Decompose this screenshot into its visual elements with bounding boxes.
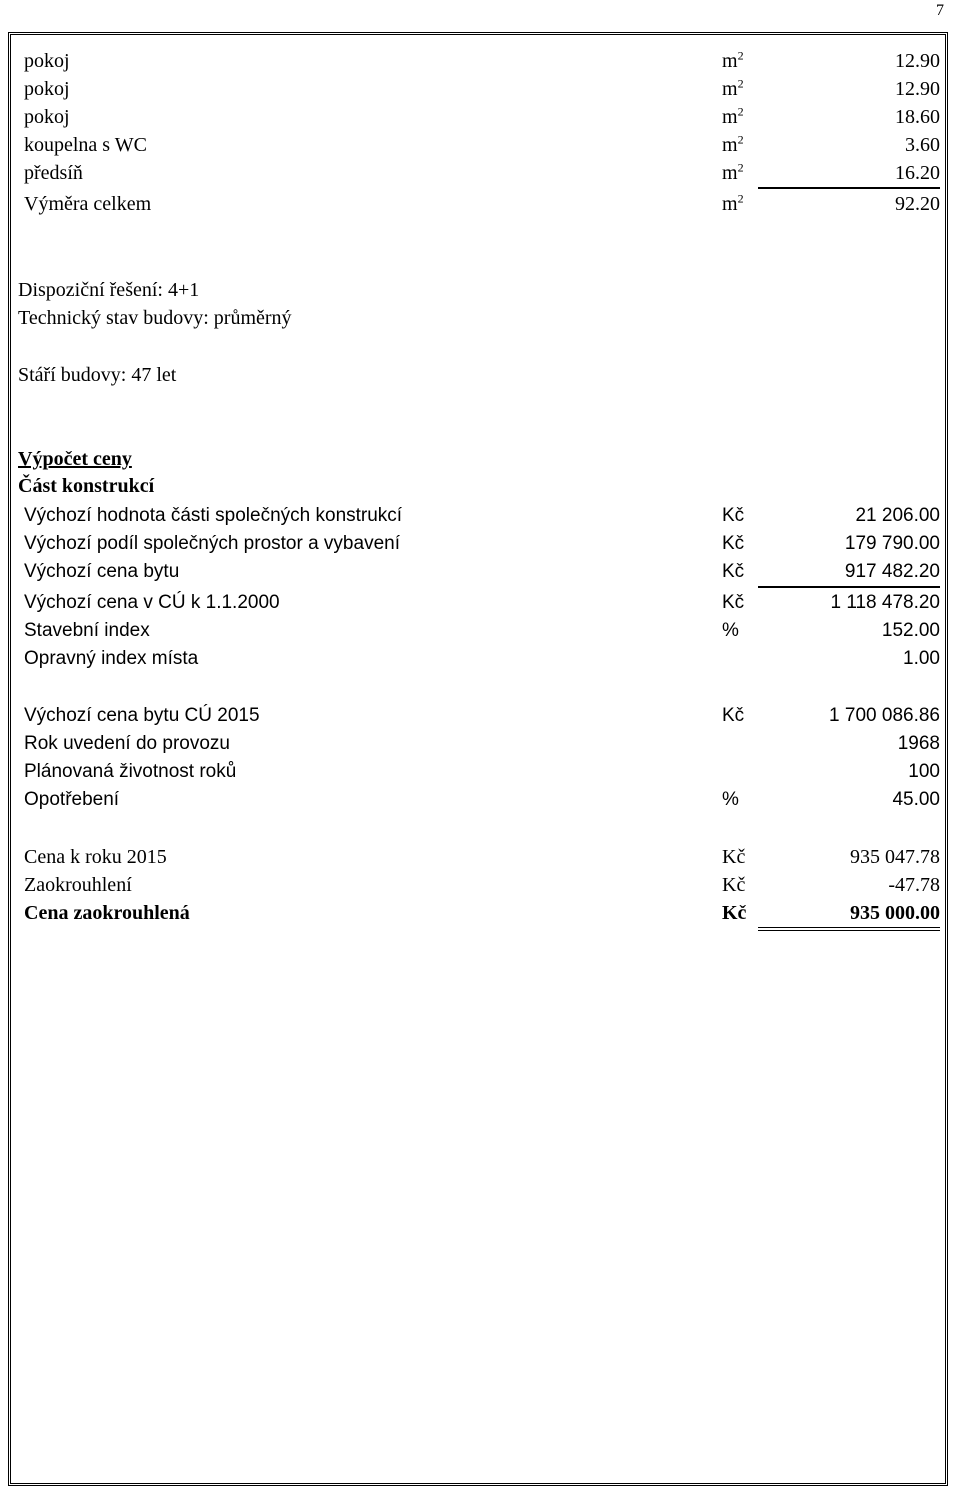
room-label: koupelna s WC [24,134,147,156]
room-value: 16.20 [758,159,940,189]
room-label: pokoj [24,50,70,72]
tech-state-info: Technický stav budovy: průměrný [18,307,292,329]
calc-unit: Kč [722,505,745,526]
room-label: pokoj [24,106,70,128]
calc-label: Výchozí cena bytu [24,561,180,582]
final-price-unit: Kč [722,902,747,924]
room-total-label: Výměra celkem [24,193,152,215]
calc-value: 1968 [897,733,940,754]
calc-label: Opravný index místa [24,648,199,669]
calc-label: Výchozí podíl společných prostor a vybavení [24,533,400,554]
calc-label: Zaokrouhlení [24,874,132,896]
calc-value: 1 118 478.20 [830,592,940,613]
calc-unit: Kč [722,533,745,554]
calc-label: Cena k roku 2015 [24,846,167,868]
room-value: 3.60 [905,134,940,156]
room-unit: $m^2$ [722,160,744,184]
calc-subheading: Část konstrukcí [18,475,155,497]
calc-label: Opotřebení [24,789,120,810]
final-price-label: Cena zaokrouhlená [24,902,190,924]
calc-unit: % [722,789,739,810]
room-total-value: 92.20 [895,193,940,215]
final-price-value: 935 000.00 [758,899,940,931]
calc-value: 100 [908,761,940,782]
calc-label: Výchozí cena bytu CÚ 2015 [24,705,260,726]
page-number: 7 [936,2,944,19]
calc-value: 917 482.20 [758,558,940,588]
room-value: 18.60 [895,106,940,128]
building-age-info: Stáří budovy: 47 let [18,364,177,386]
calc-value: -47.78 [888,874,940,896]
calc-unit: Kč [722,592,745,613]
room-unit: $m^2$ [722,104,744,128]
calc-unit: Kč [722,874,746,896]
calc-value: 179 790.00 [844,533,940,554]
calc-value: 45.00 [892,789,940,810]
room-unit: $m^2$ [722,48,744,72]
calc-unit: Kč [722,705,745,726]
room-label: pokoj [24,78,70,100]
calc-label: Výchozí hodnota části společných konstrukcí [24,505,403,526]
room-unit: $m^2$ [722,132,744,156]
room-total-unit: $m^2$ [722,191,744,215]
room-value: 12.90 [895,50,940,72]
calc-unit: Kč [722,846,746,868]
room-value: 12.90 [895,78,940,100]
calc-label: Rok uvedení do provozu [24,733,230,754]
room-label: předsíň [24,162,83,184]
calc-value: 1 700 086.86 [829,705,940,726]
calc-value: 21 206.00 [855,505,940,526]
calc-value: 935 047.78 [850,846,940,868]
calc-value: 1.00 [903,648,940,669]
layout-info: Dispoziční řešení: 4+1 [18,279,200,301]
calc-label: Stavební index [24,620,150,641]
calc-label: Výchozí cena v CÚ k 1.1.2000 [24,592,280,613]
calc-value: 152.00 [881,620,940,641]
calc-label: Plánovaná životnost roků [24,761,237,782]
calc-heading: Výpočet ceny [18,448,132,470]
calc-unit: % [722,620,739,641]
calc-unit: Kč [722,561,745,582]
room-unit: $m^2$ [722,76,744,100]
